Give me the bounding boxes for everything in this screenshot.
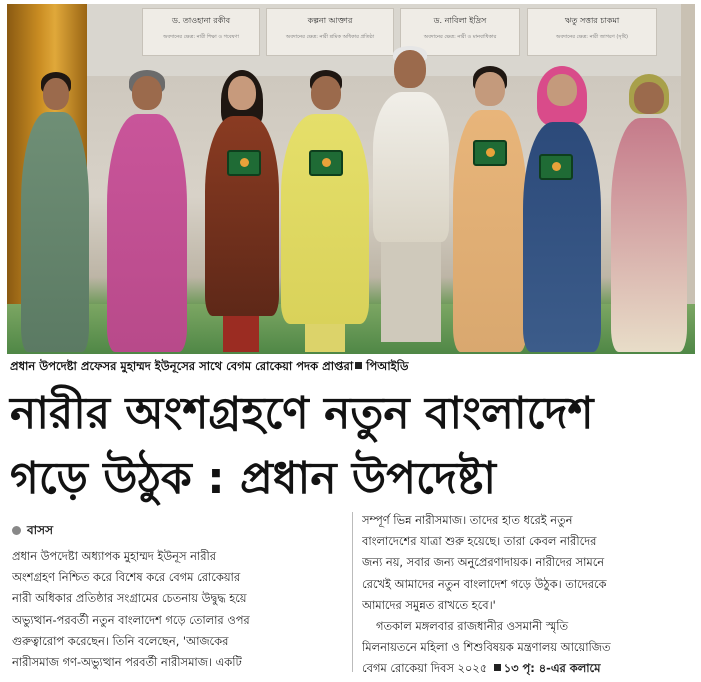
person-2	[99, 70, 195, 354]
article-line: সম্পূর্ণ ভিন্ন নারীসমাজ। তাদের হাত ধরেই নতুন	[362, 513, 573, 527]
photo-caption	[10, 358, 690, 377]
article-line: মিলনায়তনে মহিলা ও শিশুবিষয়ক মন্ত্রণালয় আয়োজিত	[362, 640, 611, 655]
article-line: গতকাল মঙ্গলবার রাজধানীর ওসমানী স্মৃতি	[376, 619, 569, 634]
nameboard-1	[142, 8, 260, 56]
nameboard-sub: অবদানের ক্ষেত্র: নারী শিক্ষা ও গবেষণা	[163, 34, 239, 40]
caption-text: প্রধান উপদেষ্টা প্রফেসর মুহাম্মদ ইউনূসের সাথে বেগম রোকেয়া পদক প্রাপ্তরা	[10, 359, 354, 373]
person-8	[607, 74, 691, 354]
byline	[12, 522, 53, 542]
article-line: বাংলাদেশের যাত্রা শুরু হয়েছে। তারা কেবল নারীদের	[362, 534, 597, 549]
person-3	[197, 70, 287, 354]
article-column-2	[362, 510, 692, 680]
bullet-dot-icon	[12, 526, 21, 535]
byline-source: বাসস	[27, 523, 54, 537]
continued-on-link[interactable]	[491, 661, 601, 675]
article-line: নারী অধিকার প্রতিষ্ঠার সংগ্রামের চেতনায় উদ্বুদ্ধ হয়ে	[12, 591, 247, 606]
news-photo	[7, 4, 695, 354]
article-line: রেখেই আমাদের নতুন বাংলাদেশ গড়ে উঠুক। তাদেরকে	[362, 576, 607, 591]
nameboard-sub: অবদানের ক্ষেত্র: নারী জাগরণ (সৃষ্টি)	[556, 34, 628, 40]
article-line: আমাদের সমুন্নত রাখতে হবে।'	[362, 597, 496, 612]
article-line-last	[362, 658, 692, 679]
nameboard-name: ড. নাবিলা ইদ্রিস	[433, 16, 487, 25]
photo-credit: পিআইডি	[366, 359, 409, 373]
person-5	[369, 46, 453, 352]
article-line: প্রধান উপদেষ্টা অধ্যাপক মুহাম্মদ ইউনূস নারীর	[12, 549, 217, 563]
article-column-1	[12, 546, 348, 673]
article-line-text: বেগম রোকেয়া দিবস ২০২৫	[362, 661, 488, 676]
article-line: গুরুত্বারোপ করেছেন। তিনি বলেছেন, 'আজকের	[12, 633, 229, 648]
headline-line-2: গড়ে উঠুক : প্রধান উপদেষ্টা	[10, 453, 496, 504]
square-bullet-icon	[355, 362, 362, 369]
person-7	[517, 66, 607, 354]
continued-on-text: ১৩ পৃ: ৪-এর কলামে	[503, 661, 601, 676]
square-bullet-icon	[494, 664, 501, 671]
nameboard-4	[527, 8, 657, 56]
nameboard-sub: অবদানের ক্ষেত্র: নারী শ্রমিক অধিকার প্রতিষ্ঠা	[285, 34, 375, 40]
person-4	[275, 70, 375, 354]
column-divider	[352, 512, 353, 672]
article-line: নারীসমাজ গণ-অভ্যুত্থান পরবর্তী নারীসমাজ। একটি	[12, 655, 242, 670]
person-1	[15, 72, 95, 354]
nameboard-name: ড. তাওহানা রকীব	[171, 16, 231, 25]
nameboard-name: কল্পনা আক্তার	[307, 16, 353, 25]
headline-line-1: নারীর অংশগ্রহণে নতুন বাংলাদেশ	[10, 388, 594, 439]
article-line: জন্য নয়, সবার জন্য অনুপ্রেরণাদায়ক। নারীদের সামনে	[362, 555, 605, 570]
nameboard-sub: অবদানের ক্ষেত্র: নারী ও মানবাধিকার	[423, 34, 497, 40]
article-line: অংশগ্রহণ নিশ্চিত করে বিশেষ করে বেগম রোকেয়ার	[12, 570, 241, 585]
article-line: অভ্যুত্থান-পরবর্তী নতুন বাংলাদেশ গড়ে তোলার ওপর	[12, 612, 250, 627]
nameboard-name: ঋতু সত্তার চাকমা	[564, 16, 620, 25]
